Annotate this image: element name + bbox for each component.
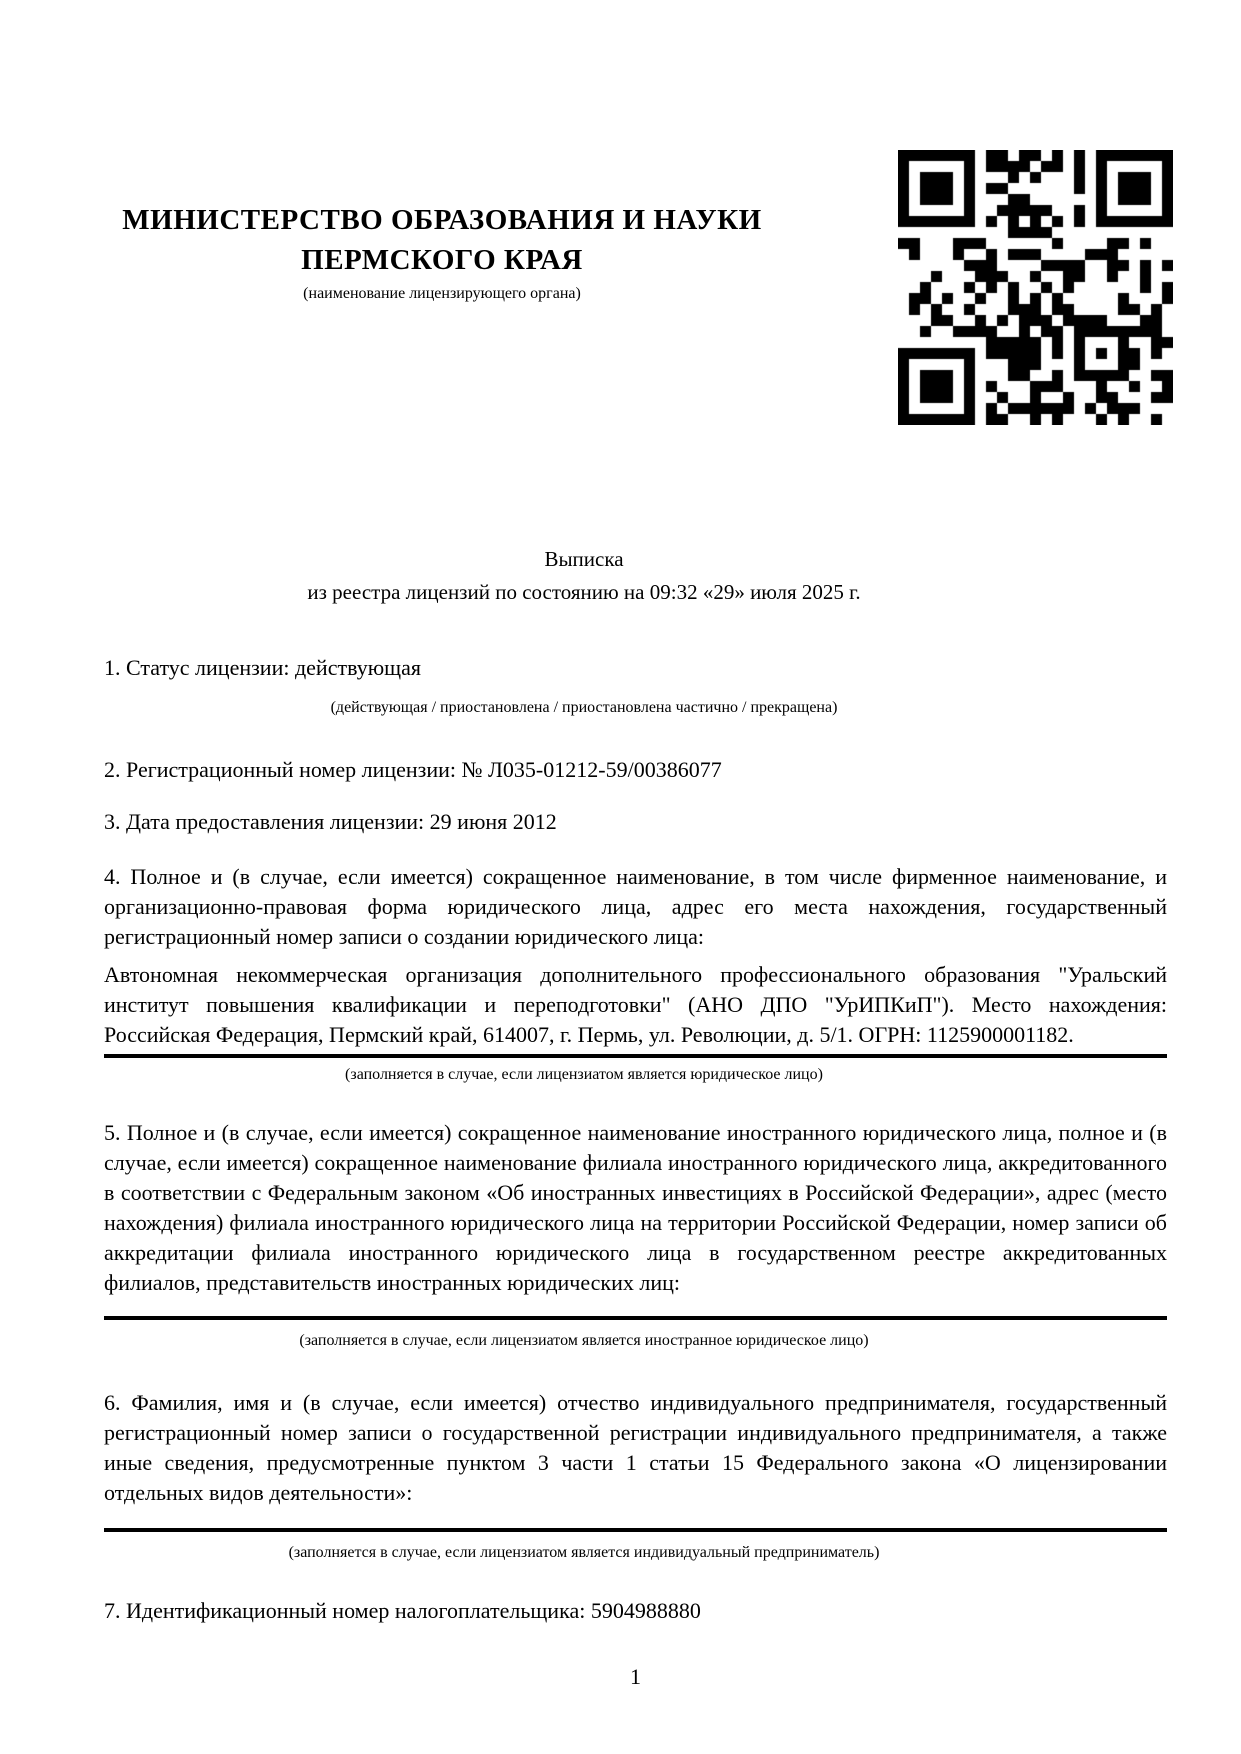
licensing-authority-block	[104, 200, 780, 304]
section-4-legal-entity-value: Автономная некоммерческая организация дополнительного профессионального образования "Уральский институт повышения квалификации и переподготовки" (АНО ДПО "УрИПКиП"). Место нахождения: Российская Федерация, Пермский край, 614007, г. Пермь, ул. Революции, д. 5/1. ОГРН: 1125900001182.	[104, 962, 1167, 1047]
ministry-name-line1: МИНИСТЕРСТВО ОБРАЗОВАНИЯ И НАУКИ	[122, 204, 762, 236]
section-4-legal-entity-heading: 4. Полное и (в случае, если имеется) сокращенное наименование, в том числе фирменное наименование, и организационно-правовая форма юридического лица, адрес его места нахождения, государственный регистрационный номер записи о создании юридического лица:	[104, 864, 1167, 949]
page-number: 1	[630, 1664, 641, 1689]
licensing-authority-caption: (наименование лицензирующего органа)	[303, 285, 581, 302]
section-5-fill-line	[104, 1316, 1167, 1320]
section-5-caption: (заполняется в случае, если лицензиатом является иностранное юридическое лицо)	[299, 1332, 869, 1349]
section-1-caption: (действующая / приостановлена / приостановлена частично / прекращена)	[330, 699, 838, 716]
document-body	[104, 540, 1167, 1692]
section-1-license-status: 1. Статус лицензии: действующая	[104, 655, 421, 680]
section-3-grant-date: 3. Дата предоставления лицензии: 29 июня 2012	[104, 809, 557, 834]
document-title-line2: из реестра лицензий по состоянию на 09:32 «29» июля 2025 г.	[307, 580, 861, 604]
section-4-fill-line	[104, 1054, 1167, 1058]
section-6-entrepreneur-heading: 6. Фамилия, имя и (в случае, если имеется) отчество индивидуального предпринимателя, государственный регистрационный номер записи о государственной регистрации индивидуального предпринимателя, а также иные сведения, предусмотренные пунктом 3 части 1 статьи 15 Федерального закона «О лицензировании отдельных видов деятельности»:	[104, 1390, 1167, 1505]
qr-code	[898, 150, 1173, 425]
document-title-line1: Выписка	[544, 547, 624, 571]
section-7-taxpayer-id: 7. Идентификационный номер налогоплательщика: 5904988880	[104, 1598, 701, 1623]
ministry-name-line2: ПЕРМСКОГО КРАЯ	[301, 244, 583, 276]
section-5-foreign-entity-heading: 5. Полное и (в случае, если имеется) сокращенное наименование иностранного юридического лица, полное и (в случае, если имеется) сокращенное наименование филиала иностранного юридического лица, аккредитованного в соответствии с Федеральным законом «Об иностранных инвестициях в Российской Федерации», адрес (место нахождения) филиала иностранного юридического лица на территории Российской Федерации, номер записи об аккредитации филиала иностранного юридического лица в государственном реестре аккредитованных филиалов, представительств иностранных юридических лиц:	[104, 1120, 1167, 1295]
section-2-registration-number: 2. Регистрационный номер лицензии: № Л035-01212-59/00386077	[104, 757, 722, 782]
section-4-caption: (заполняется в случае, если лицензиатом является юридическое лицо)	[345, 1066, 823, 1083]
section-6-fill-line	[104, 1528, 1167, 1532]
document-title	[104, 543, 1064, 609]
section-6-caption: (заполняется в случае, если лицензиатом является индивидуальный предприниматель)	[288, 1544, 880, 1561]
